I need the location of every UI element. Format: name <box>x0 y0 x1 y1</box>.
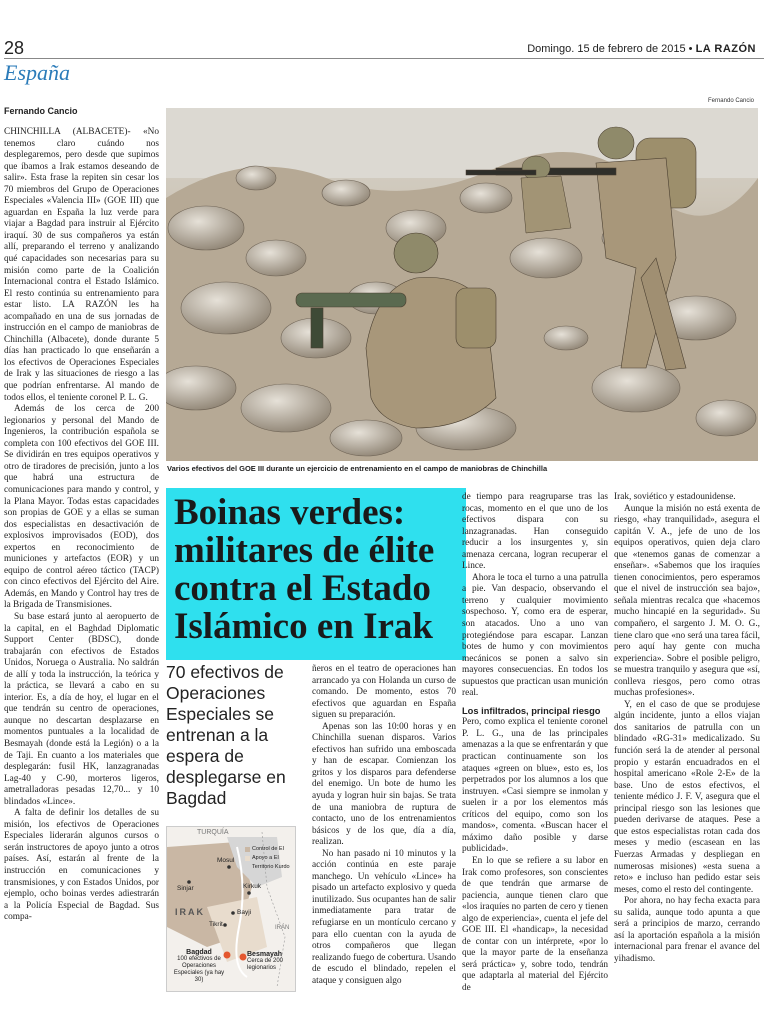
paragraph: CHINCHILLA (ALBACETE)- «No tenemos claro cuándo nos desplegaremos, pero desde que supimos que íbamos a Irak estamos deseando de salir». Esta frase la repiten sin cesar los 70 miembros del Grupo de Operaciones Especiales «Valencia III» (GOE III) que aguardan en España la luz verde para viajar a Bagdad para instruir al Ejército iraquí. 30 de sus compañeros ya están allí, preparando el terreno y analizando qué capacidades son necesarias para su misión como parte de la Coalición Internacional contra el Estado Islámico. El resto continúa su entrenamiento para estar listo. LA RAZÓN les ha acompañado en una de sus jornadas de instrucción en el campo de maniobras de Chinchilla (Albacete), donde durante 5 días han practicado lo que enseñarán a los efectivos de Operaciones Especiales de Irak y las situaciones de riesgo a las que podrían enfrentarse. Al mando de todos ellos, el teniente coronel P. L. G. <box>4 127 159 403</box>
paragraph: Ahora le toca el turno a una patrulla a pie. Van despacio, observando el terreno y cualquier movimiento sospechoso. Y, como era de esperar, son atacados. Uno a uno van protegiéndose para escapar. Lanzan botes de humo y con movimientos mecánicos se ponen a salvo sin mayores consecuencias. En todos los supuestos que practican usan munición real. <box>462 572 608 699</box>
headline: Boinas verdes: militares de élite contra el Estado Islámico en Irak <box>174 492 435 647</box>
tikrit-marker <box>223 923 227 927</box>
paragraph: Irak, soviético y estadounidense. <box>614 492 736 502</box>
section-subhead: Los infiltrados, principal riesgo <box>462 705 601 716</box>
paragraph: Pero, como explica el teniente coronel P. L. G., una de las principales amenazas a la que se enfrentarán y que practican continuamente son los ataques «green on blue», esto es, los perpetrados por los alumnos a los que instruyen. «Casi siempre se inmolan y suelen ir a por los elementos más críticos del equipo, como son los mandos», comenta. «Buscan hacer el máximo daño posible y darse publicidad». <box>462 717 608 855</box>
paragraph: Su base estará junto al aeropuerto de la capital, en el Baghdad Diplomatic Support Center (BDSC), donde trabajarán con efectivos de Estados Unidos, Noruega o Australia. No saldrán de allí y toda la instrucción, la teórica y la práctica, se llevará a cabo en su interior. Es, a día de hoy, el lugar en el que tendrán su centro de operaciones, aunque no descartan desplazarse en momentos puntuales a la localidad de Besmayah (donde está la Legión) o a la de Taji. En cuanto a los materiales que desplegarán: fusil HK, lanzagranadas Lag-40 y C-90, morteros ligeros, ametralladoras pesadas 12,70... y 10 blindados «Lince». <box>4 611 159 807</box>
paragraph: A falta de definir los detalles de su misión, los efectivos de Operaciones Especiales liderarán algunos cursos o serán instructores de apoyo junto a otros países. Así, estarán al frente de la instrucción en comunicaciones y transmisiones, y con Estados Unidos, por ejemplo, ocho boinas verdes adiestrarán a la Policía Especial de Bagdad. Sus compa- <box>4 808 159 923</box>
paragraph: Aunque la misión no está exenta de riesgo, «hay tranquilidad», asegura el capitán V. A., jefe de uno de los equipos operativos, quien deja claro que «tenemos ganas de comenzar a enseñar». «Sabemos que los iraquíes tienen conocimientos, pero esperamos que el nivel de instrucción sea bajo», señala mientras recalca que «hacemos mucho hincapié en la seguridad». Su compañero, el sargento J. M. O. G., tiene claro que «no será una tarea fácil, pero aquí hay gente con mucha experiencia». Sobre el posible peligro, se muestra tranquilo y asegura que «sí, conlleva riesgos, pero como otras muchas profesiones». <box>614 503 760 699</box>
map-legend <box>252 845 290 872</box>
legend-swatch-ei-support <box>245 856 250 861</box>
headline-box <box>166 488 466 660</box>
bayji-marker <box>231 911 235 915</box>
kirkuk-marker <box>247 891 251 895</box>
baghdad-callout <box>171 949 227 984</box>
legend-swatch-kurd <box>245 865 250 870</box>
main-photo <box>166 108 758 461</box>
paragraph: ñeros en el teatro de operaciones han arrancado ya con Holanda un curso de comando. De momento, estos 70 efectivos que aguardan en España siguen su preparación. <box>312 664 456 721</box>
besmayah-label: Besmayah <box>247 951 283 958</box>
sinjar-marker <box>187 880 191 884</box>
besmayah-callout <box>247 951 293 972</box>
map-label-turkey: TURQUÍA <box>197 829 229 836</box>
map-city-sinjar: Sinjar <box>177 885 194 892</box>
paragraph: Por ahora, no hay fecha exacta para su salida, aunque todo apunta a que será a principios de marzo, cerrando así la aportación española a la misión internacional para frenar el avance del yihadismo. <box>614 896 760 964</box>
legend-swatch-ei-control <box>245 847 250 852</box>
map-city-mosul: Mosul <box>217 857 235 864</box>
section-title: España <box>4 60 70 85</box>
map-city-tikrit: Tikrit <box>209 921 223 928</box>
date-line: Domingo. 15 de febrero de 2015 • LA RAZÓN <box>527 43 756 55</box>
paragraph: En lo que se refiere a su labor en Irak como profesores, son conscientes de que tendrán que armarse de paciencia, aunque tienen claro que «los iraquíes no parten de cero y tienen algo de experiencia», cuenta el jefe del GOE III. El «handicap», la necesidad de contar con un intérprete, «por lo que la mayor parte de la enseñanza será práctica» y, sobre todo, tendrán que adaptarla al material del Ejército de <box>462 855 608 993</box>
page-number: 28 <box>4 38 25 58</box>
subheadline: 70 efectivos de Operaciones Especiales se entrenan a la espera de desplegarse en Bagdad <box>166 662 286 808</box>
map-city-kirkuk: Kirkuk <box>243 883 262 890</box>
map-city-bayji: Bayji <box>237 909 252 916</box>
legend-ei-control: Control de EI <box>252 846 285 852</box>
paragraph: No han pasado ni 10 minutos y la acción continúa en este paraje manchego. Un vehículo «Lince» ha pisado un artefacto explosivo y queda inutilizado. Sus ocupantes han de salir inmediatamente para tratar de refugiarse en un montículo cercano y para ello cuentan con la ayuda de otros compañeros que llegan realizando fuego de cobertura. Usando de escudo el blindado, repelen el ataque y consiguen algo <box>312 848 456 986</box>
soldiers-photo-illustration <box>166 108 758 461</box>
map-label-iran: IRÁN <box>275 925 290 931</box>
legend-kurd: Territorio Kurdo <box>252 864 290 870</box>
author-byline: Fernando Cancio <box>4 106 78 116</box>
besmayah-marker <box>240 954 247 961</box>
article-column-4 <box>614 492 760 965</box>
paragraph: de tiempo para reagruparse tras las rocas, momento en el que uno de los efectivos dispara con su lanzagranadas. Han conseguido reducir a los insurgentes y, sin amenaza cercana, logran recuperar el Lince. <box>462 492 608 572</box>
newspaper-name: LA RAZÓN <box>695 43 756 55</box>
baghdad-label: Bagdad <box>186 949 212 956</box>
legend-ei-support: Apoyo a EI <box>252 855 279 861</box>
besmayah-note: Cerca de 200 legionarios <box>247 958 284 971</box>
article-column-1 <box>4 127 159 924</box>
iraq-map <box>166 826 296 992</box>
map-label-iraq: IRAK <box>175 907 205 917</box>
paragraph: Apenas son las 10:00 horas y en Chinchilla suenan disparos. Varios efectivos han sufrido una emboscada y han de escapar. Comienzan los gritos y los disparos para defenderse del enemigo. Un bote de humo les ayuda y logran huir sin bajas. Se trata de una maniobra de ruptura de contacto, uno de los entrenamientos básicos y de los que, día a día, realizan. <box>312 721 456 848</box>
photo-credit: Fernando Cancio <box>707 98 754 104</box>
paragraph: Y, en el caso de que se produjese algún incidente, junto a ellos viajan dos sanitarios de patrulla con un blindado «RG-31» medicalizado. Su función será la de atender al personal propio y estarán encuadrados en el hospital americano «Role 2-E» de la base. Uno de estos efectivos, el teniente médico J. F. V, asegura que el principal riesgo son las lesiones que pueden derivarse de ataques. Pese a que estos especialistas rotan cada dos meses y medio (escasean en las Fuerzas Armadas y despliegan en numerosas misiones) «esta suena a reto» e incluso han pedido estar seis meses, como el resto del contingente. <box>614 699 760 895</box>
article-column-2 <box>312 664 456 987</box>
article-column-3 <box>462 492 608 995</box>
header-rule <box>4 58 764 59</box>
baghdad-note: 100 efectivos de Operaciones Especiales (ya hay 30) <box>173 956 225 983</box>
paragraph: Además de los cerca de 200 legionarios y personal del Mando de Ingenieros, la contribución española se completa con 100 efectivos del GOE III. Se dividirán en tres equipos operativos y otro de tiradores de precisión, junto a los que habrá una estructura de comunicaciones para mando y control, y la Plana Mayor. Todas estas capacidades son propias de GOE y a ellas se suman dos especialistas en desactivación de explosivos improvisados (EOD), dos expertos en reconocimiento de municiones y artefactos (EOR) y un equipo de control aéreo táctico (TACP) con cinco efectivos del Ejército del Aire. Además, en Mando y Control hay tres de la Brigada de Transmisiones. <box>4 404 159 611</box>
mosul-marker <box>227 865 231 869</box>
issue-date: Domingo. 15 de febrero de 2015 <box>527 43 686 55</box>
photo-caption: Varios efectivos del GOE III durante un ejercicio de entrenamiento en el campo de maniobras de Chinchilla <box>167 464 548 473</box>
